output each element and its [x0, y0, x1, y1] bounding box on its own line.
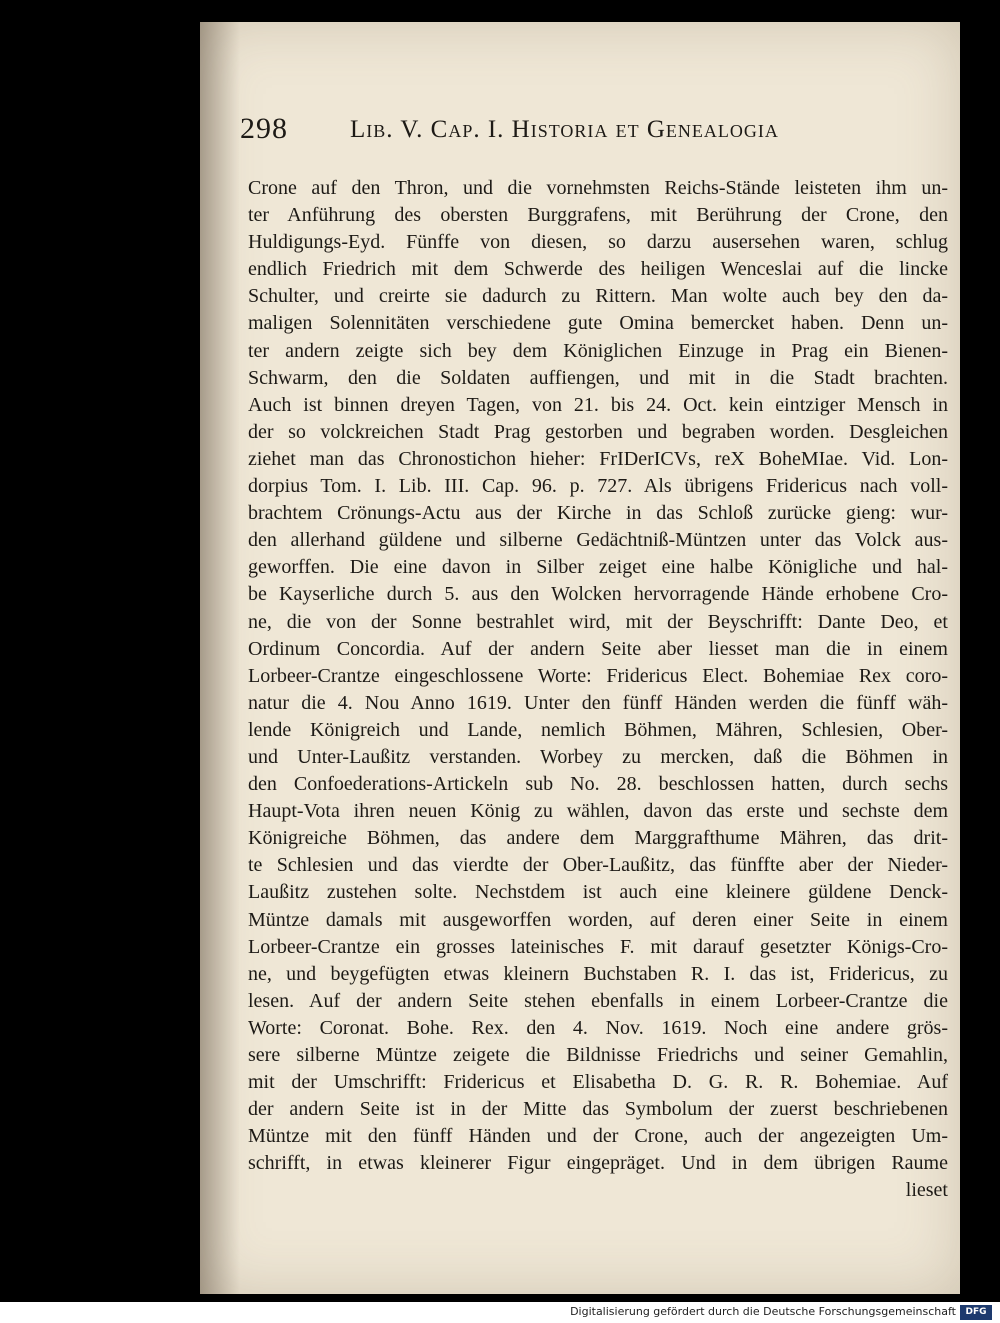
text-line: Lorbeer-Crantze eingeschlossene Worte: Fridericus Elect. Bohemiae Rex coro-: [248, 664, 948, 687]
scanned-page: [200, 22, 960, 1294]
text-line: Huldigungs-Eyd. Fünffe von diesen, so darzu ausersehen waren, schlug: [248, 231, 948, 254]
gutter-shadow: [200, 22, 240, 1294]
running-head-title: Lib. V. Cap. I. Historia et Genealogia: [350, 116, 779, 143]
text-line: Lorbeer-Crantze ein grosses lateinisches F. mit darauf gesetzter Königs-Cro-: [248, 935, 948, 958]
text-line: lesen. Auf der andern Seite stehen ebenfalls in einem Lorbeer-Crantze die: [248, 989, 948, 1012]
text-line: ter andern zeigte sich bey dem Königlichen Einzuge in Prag ein Bienen-: [248, 339, 948, 362]
dfg-logo: DFG: [960, 1305, 992, 1320]
text-line: ter Anführung des obersten Burggrafens, mit Berührung der Crone, den: [248, 204, 948, 227]
text-line: Laußitz zustehen solte. Nechstdem ist auch eine kleinere güldene Denck-: [248, 881, 948, 904]
text-line: Haupt-Vota ihren neuen König zu wählen, davon das erste und sechste dem: [248, 800, 948, 823]
text-line: ne, die von der Sonne bestrahlet wird, mit der Beyschrifft: Dante Deo, et: [248, 610, 948, 633]
text-line: be Kayserliche durch 5. aus den Wolcken hervorragende Hände erhobene Cro-: [248, 583, 948, 606]
text-line: Ordinum Concordia. Auf der andern Seite aber liesset man die in einem: [248, 637, 948, 660]
text-line: lende Königreich und Lande, nemlich Böhmen, Mähren, Schlesien, Ober-: [248, 718, 948, 741]
running-head: [240, 112, 840, 152]
text-line: natur die 4. Nou Anno 1619. Unter den fünff Händen werden die fünff wäh-: [248, 691, 948, 714]
footer-bar: [0, 1302, 1000, 1323]
text-line: geworffen. Die eine davon in Silber zeiget eine halbe Königliche und hal-: [248, 556, 948, 579]
text-line: mit der Umschrifft: Fridericus et Elisabetha D. G. R. R. Bohemiae. Auf: [248, 1071, 948, 1094]
text-line: Schulter, und creirte sie dadurch zu Rittern. Man wolte auch bey den da-: [248, 285, 948, 308]
funding-credit: Digitalisierung gefördert durch die Deutsche Forschungsgemeinschaft: [570, 1305, 956, 1318]
text-line: der andern Seite ist in der Mitte das Symbolum der zuerst beschriebenen: [248, 1098, 948, 1121]
text-line: endlich Friedrich mit dem Schwerde des heiligen Wenceslai auf die lincke: [248, 258, 948, 281]
text-line: und Unter-Laußitz verstanden. Worbey zu mercken, daß die Böhmen in: [248, 745, 948, 768]
text-line: Schwarm, den die Soldaten auffiengen, und mit in die Stadt brachten.: [248, 366, 948, 389]
text-line: den allerhand güldene und silberne Gedächtniß-Müntzen unter das Volck aus-: [248, 529, 948, 552]
text-line: Müntze mit den fünff Händen und der Crone, auch der angezeigten Um-: [248, 1125, 948, 1148]
text-line: dorpius Tom. I. Lib. III. Cap. 96. p. 727. Als übrigens Fridericus nach voll-: [248, 475, 948, 498]
text-line: ne, und beygefügten etwas kleinern Buchstaben R. I. das ist, Fridericus, zu: [248, 962, 948, 985]
body-text: [248, 175, 948, 1205]
text-line: Auch ist binnen dreyen Tagen, von 21. bis 24. Oct. kein eintziger Mensch in: [248, 393, 948, 416]
text-line: ziehet man das Chronostichon hieher: FrIDerICVs, reX BoheMIae. Vid. Lon-: [248, 447, 948, 470]
text-line: sere silberne Müntze zeigete die Bildnisse Friedrichs und seiner Gemahlin,: [248, 1044, 948, 1066]
text-line: te Schlesien und das vierdte der Ober-Laußitz, das fünffte aber der Nieder-: [248, 854, 948, 877]
page-number: 298: [240, 112, 288, 145]
text-line: der so volckreichen Stadt Prag gestorben und begraben worden. Desgleichen: [248, 420, 948, 443]
text-line: den Confoederations-Artickeln sub No. 28. beschlossen hatten, durch sechs: [248, 773, 948, 796]
text-line: maligen Solennitäten verschiedene gute Omina bemercket haben. Denn un-: [248, 312, 948, 335]
text-line: schrifft, in etwas kleinerer Figur eingepräget. Und in dem übrigen Raume: [248, 1152, 948, 1175]
text-line: Crone auf den Thron, und die vornehmsten Reichs-Stände leisteten ihm un-: [248, 177, 948, 199]
catchword: lieset: [905, 1179, 948, 1202]
text-line: Müntze damals mit ausgeworffen worden, auf deren einer Seite in einem: [248, 908, 948, 931]
text-line: Worte: Coronat. Bohe. Rex. den 4. Nov. 1619. Noch eine andere grös-: [248, 1016, 948, 1039]
text-line: brachtem Crönungs-Actu aus der Kirche in das Schloß zurücke gieng: wur-: [248, 502, 948, 525]
text-line: Königreiche Böhmen, das andere dem Marggrafthume Mähren, das drit-: [248, 827, 948, 850]
